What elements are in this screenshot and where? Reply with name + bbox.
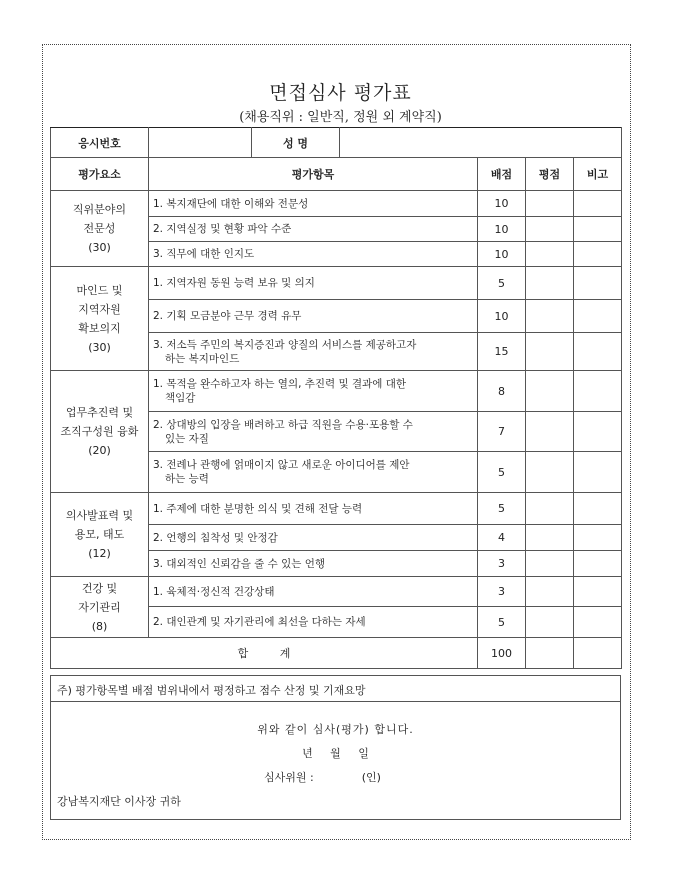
item-text: 2. 대인관계 및 자기관리에 최선을 다하는 자세 [149, 607, 478, 638]
points-cell: 15 [478, 333, 526, 371]
category-cell [51, 267, 149, 371]
points-cell: 7 [478, 412, 526, 452]
document-title: 면접심사 평가표 [269, 82, 412, 104]
category-line: 의사발표력 및 [65, 509, 134, 522]
points-cell: 3 [478, 551, 526, 577]
item-text-cell [149, 412, 478, 452]
closing-section [50, 701, 621, 820]
category-cell [51, 191, 149, 267]
category-line: 확보의지 [78, 321, 121, 335]
remarks-cell[interactable] [574, 493, 622, 525]
addressee: 강남복지재단 이사장 귀하 [57, 795, 181, 808]
score-cell[interactable] [526, 452, 574, 493]
name-label: 성 명 [252, 128, 340, 158]
evaluation-note: 주) 평가항목별 배점 범위내에서 평정하고 점수 산정 및 기재요망 [50, 675, 621, 702]
name-field[interactable] [340, 128, 622, 158]
category-line: (12) [88, 547, 111, 560]
reviewer-label: 심사위원 : [264, 771, 314, 784]
points-cell: 8 [478, 371, 526, 412]
item-text: 2. 기획 모금분야 근무 경력 유무 [149, 300, 478, 333]
remarks-cell[interactable] [574, 371, 622, 412]
remarks-cell[interactable] [574, 551, 622, 577]
points-cell: 10 [478, 191, 526, 217]
points-cell: 3 [478, 577, 526, 607]
category-line: (30) [88, 340, 111, 354]
category-line: 건강 및 [81, 581, 118, 595]
table-row [51, 191, 622, 217]
remarks-cell[interactable] [574, 300, 622, 333]
score-cell[interactable] [526, 333, 574, 371]
document-subtitle: (채용직위 : 일반직, 정원 외 계약직) [239, 110, 442, 125]
seal-mark[interactable]: (인) [361, 771, 381, 784]
column-header-points: 배점 [478, 158, 526, 191]
score-cell[interactable] [526, 493, 574, 525]
category-line: (30) [88, 241, 111, 254]
item-text-cell [149, 452, 478, 493]
applicant-number-label: 응시번호 [51, 128, 149, 158]
item-text-continued: 책임감 [165, 392, 196, 404]
column-header-remarks: 비고 [574, 158, 622, 191]
score-cell[interactable] [526, 577, 574, 607]
evaluation-table [50, 127, 622, 669]
item-text: 1. 목적을 완수하고자 하는 열의, 추진력 및 결과에 대한 [153, 378, 407, 390]
score-cell[interactable] [526, 267, 574, 300]
column-header-category: 평가요소 [51, 158, 149, 191]
points-cell: 5 [478, 607, 526, 638]
item-text-cell [149, 371, 478, 412]
category-line: 전문성 [83, 222, 116, 235]
category-cell [51, 371, 149, 493]
total-score-cell[interactable] [526, 638, 574, 669]
score-cell[interactable] [526, 371, 574, 412]
points-cell: 5 [478, 452, 526, 493]
remarks-cell[interactable] [574, 452, 622, 493]
remarks-cell[interactable] [574, 242, 622, 267]
score-cell[interactable] [526, 242, 574, 267]
item-text: 3. 대외적인 신뢰감을 줄 수 있는 언행 [149, 551, 478, 577]
remarks-cell[interactable] [574, 217, 622, 242]
item-text: 1. 복지재단에 대한 이해와 전문성 [149, 191, 478, 217]
reviewer-line [264, 769, 381, 785]
column-header-row [51, 158, 622, 191]
category-line: 직위분야의 [72, 203, 127, 216]
category-line: 마인드 및 [76, 283, 123, 297]
score-cell[interactable] [526, 191, 574, 217]
remarks-cell[interactable] [574, 191, 622, 217]
total-label: 합 계 [51, 638, 478, 669]
closing-statement: 위와 같이 심사(평가) 합니다. [257, 723, 414, 736]
score-cell[interactable] [526, 300, 574, 333]
score-cell[interactable] [526, 525, 574, 551]
table-row [51, 267, 622, 300]
points-cell: 5 [478, 267, 526, 300]
category-cell [51, 577, 149, 638]
category-line: 조직구성원 융화 [60, 425, 139, 438]
score-cell[interactable] [526, 412, 574, 452]
points-cell: 5 [478, 493, 526, 525]
table-row [51, 493, 622, 525]
total-remarks-cell[interactable] [574, 638, 622, 669]
item-text: 1. 육체적·정신적 건강상태 [149, 577, 478, 607]
item-text: 2. 지역실정 및 현황 파악 수준 [149, 217, 478, 242]
points-cell: 10 [478, 217, 526, 242]
score-cell[interactable] [526, 607, 574, 638]
remarks-cell[interactable] [574, 333, 622, 371]
points-cell: 10 [478, 300, 526, 333]
table-row [51, 577, 622, 607]
item-text: 1. 주제에 대한 분명한 의식 및 견해 전달 능력 [149, 493, 478, 525]
total-row [51, 638, 622, 669]
remarks-cell[interactable] [574, 412, 622, 452]
remarks-cell[interactable] [574, 525, 622, 551]
item-text: 3. 직무에 대한 인지도 [149, 242, 478, 267]
category-line: 업무추진력 및 [65, 406, 134, 419]
item-text: 2. 상대방의 입장을 배려하고 하급 직원을 수용·포용할 수 [153, 418, 413, 431]
column-header-item: 평가항목 [149, 158, 478, 191]
remarks-cell[interactable] [574, 577, 622, 607]
applicant-number-field[interactable] [149, 128, 252, 158]
total-points: 100 [478, 638, 526, 669]
item-text-cell [149, 333, 478, 371]
points-cell: 4 [478, 525, 526, 551]
item-text: 1. 지역자원 동원 능력 보유 및 의지 [149, 267, 478, 300]
remarks-cell[interactable] [574, 607, 622, 638]
category-line: 용모, 태도 [74, 528, 125, 541]
category-line: 지역자원 [78, 302, 121, 316]
item-text-continued: 하는 능력 [165, 473, 209, 485]
score-cell[interactable] [526, 217, 574, 242]
table-row [51, 371, 622, 412]
date-line[interactable]: 년 월 일 [302, 747, 369, 760]
category-cell [51, 493, 149, 577]
item-text-continued: 하는 복지마인드 [165, 352, 240, 365]
applicant-row [51, 128, 622, 158]
category-line: (8) [91, 619, 108, 633]
item-text-continued: 있는 자질 [165, 432, 209, 445]
remarks-cell[interactable] [574, 267, 622, 300]
score-cell[interactable] [526, 551, 574, 577]
category-line: (20) [88, 444, 111, 457]
category-line: 자기관리 [78, 600, 121, 614]
points-cell: 10 [478, 242, 526, 267]
column-header-score: 평점 [526, 158, 574, 191]
item-text: 3. 저소득 주민의 복지증진과 양질의 서비스를 제공하고자 [153, 338, 417, 351]
item-text: 2. 언행의 침착성 및 안정감 [149, 525, 478, 551]
item-text: 3. 전례나 관행에 얽매이지 않고 새로운 아이디어를 제안 [153, 459, 410, 471]
